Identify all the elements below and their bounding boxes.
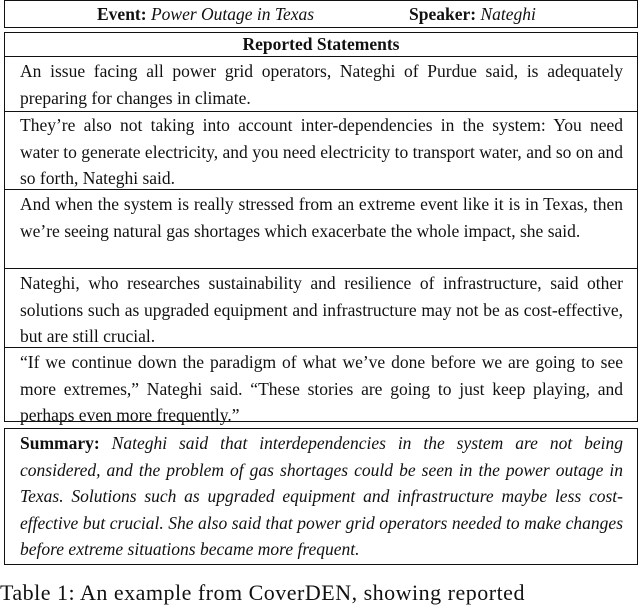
event-speaker-header	[4, 0, 638, 28]
event-label: Event:	[97, 4, 147, 24]
table-caption: Table 1: An example from CoverDEN, showing reported	[0, 580, 525, 605]
summary-box	[4, 428, 638, 565]
speaker-label: Speaker:	[409, 4, 477, 24]
speaker-field	[409, 1, 536, 27]
summary-text: Nateghi said that interdependencies in the system are not being considered, and the problem of gas shortages could be seen in the power outage in Texas. Solutions such as upgraded equipment and infrastructure maybe less cost-effective but crucial. She also said that power grid operators needed to make changes before extreme situations became more frequent.	[20, 433, 624, 559]
statement-row: They’re also not taking into account inter-dependencies in the system: You need water to generate electricity, and you need electricity to transport water, and so on and so forth, Nateghi said.	[5, 112, 637, 190]
event-value: Power Outage in Texas	[150, 4, 315, 24]
reported-statements-table	[4, 32, 638, 425]
statement-row: An issue facing all power grid operators, Nateghi of Purdue said, is adequately preparing for changes in climate.	[5, 57, 637, 112]
speaker-value: Nateghi	[480, 4, 536, 24]
summary-label: Summary:	[20, 433, 100, 453]
statement-row: And when the system is really stressed from an extreme event like it is in Texas, then we’re seeing natural gas shortages which exacerbate the whole impact, she said.	[5, 190, 637, 269]
statement-row: Nateghi, who researches sustainability and resilience of infrastructure, said other solutions such as upgraded equipment and infrastructure may not be as cost-effective, but are still crucial.	[5, 269, 637, 348]
event-field	[97, 1, 314, 27]
statement-row: “If we continue down the paradigm of what we’ve done before we are going to see more extremes,” Nateghi said. “These stories are going to just keep playing, and perhaps even more frequently.”	[20, 352, 623, 425]
reported-statements-title: Reported Statements	[5, 33, 637, 57]
